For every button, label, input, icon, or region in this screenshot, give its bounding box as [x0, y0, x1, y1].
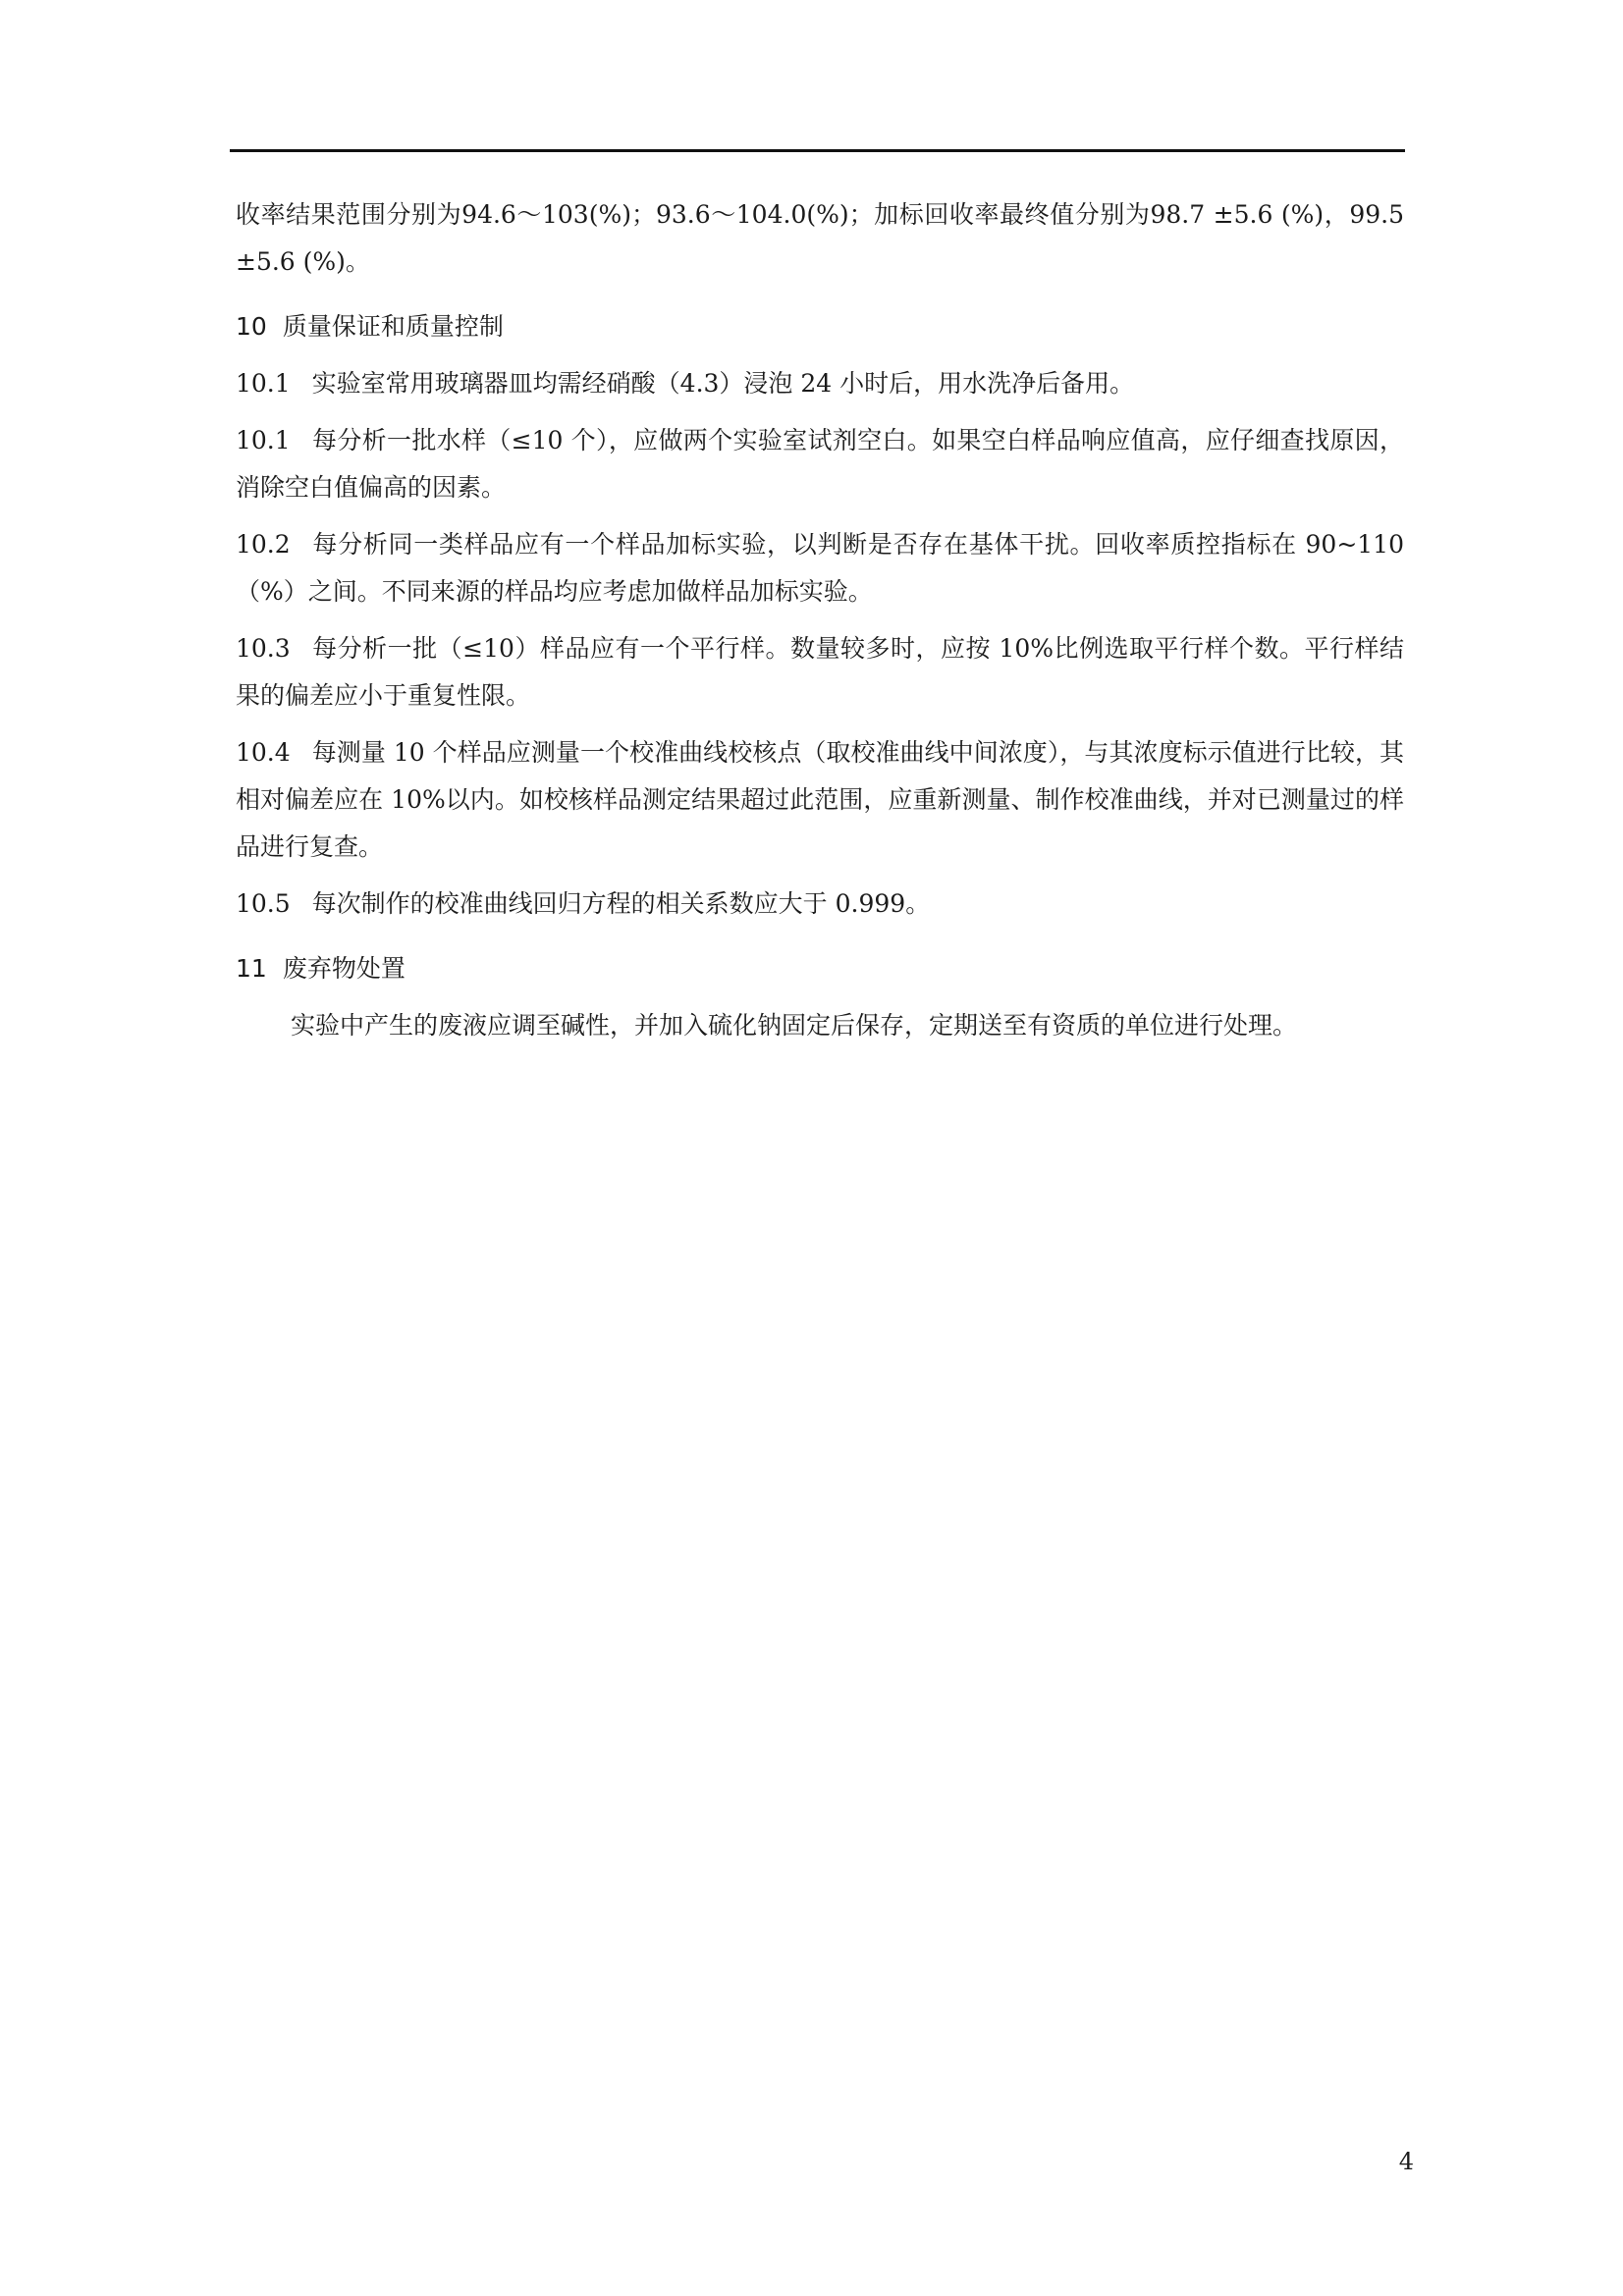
- section-10-heading: [236, 303, 1404, 350]
- item-text: 每次制作的校准曲线回归方程的相关系数应大于 0.999。: [311, 889, 931, 918]
- section-10-item: [236, 521, 1404, 615]
- item-text: 每分析一批（≤10）样品应有一个平行样。数量较多时，应按 10%比例选取平行样个数。平行样结果的偏差应小于重复性限。: [236, 634, 1404, 710]
- item-text: 每测量 10 个样品应测量一个校准曲线校核点（取校准曲线中间浓度），与其浓度标示值进行比较，其相对偏差应在 10%以内。如校核样品测定结果超过此范围，应重新测量、制作校准曲线，并对已测量过的样品进行复查。: [236, 738, 1404, 861]
- page-number: 4: [1398, 2148, 1414, 2175]
- intro-continuation: 收率结果范围分别为94.6～103(%)；93.6～104.0(%)；加标回收率最终值分别为98.7 ±5.6 (%)，99.5 ±5.6 (%)。: [236, 200, 1404, 276]
- item-number: 10.1: [236, 426, 291, 454]
- section-10-number: 10: [236, 312, 267, 341]
- item-text: 实验室常用玻璃器皿均需经硝酸（4.3）浸泡 24 小时后，用水洗净后备用。: [311, 369, 1135, 398]
- section-10-item: [236, 417, 1404, 511]
- page-content: [236, 191, 1404, 1049]
- header-rule: [230, 149, 1405, 152]
- section-10-item: [236, 360, 1404, 407]
- item-number: 10.2: [236, 530, 291, 559]
- item-text: 每分析一批水样（≤10 个），应做两个实验室试剂空白。如果空白样品响应值高，应仔细查找原因，消除空白值偏高的因素。: [236, 426, 1404, 502]
- item-number: 10.5: [236, 889, 291, 918]
- item-number: 10.1: [236, 369, 291, 398]
- item-number: 10.4: [236, 738, 291, 767]
- section-10-item: [236, 625, 1404, 720]
- section-11-number: 11: [236, 954, 267, 983]
- section-10-item: [236, 881, 1404, 928]
- section-11-heading: [236, 945, 1404, 992]
- section-11-text: 实验中产生的废液应调至碱性，并加入硫化钠固定后保存，定期送至有资质的单位进行处理。: [291, 1011, 1298, 1040]
- item-text: 每分析同一类样品应有一个样品加标实验，以判断是否存在基体干扰。回收率质控指标在 90~110（%）之间。不同来源的样品均应考虑加做样品加标实验。: [236, 530, 1404, 606]
- section-10-title: 质量保证和质量控制: [282, 312, 504, 341]
- item-number: 10.3: [236, 634, 291, 663]
- section-10-item: [236, 729, 1404, 871]
- section-11-title: 废弃物处置: [282, 954, 406, 983]
